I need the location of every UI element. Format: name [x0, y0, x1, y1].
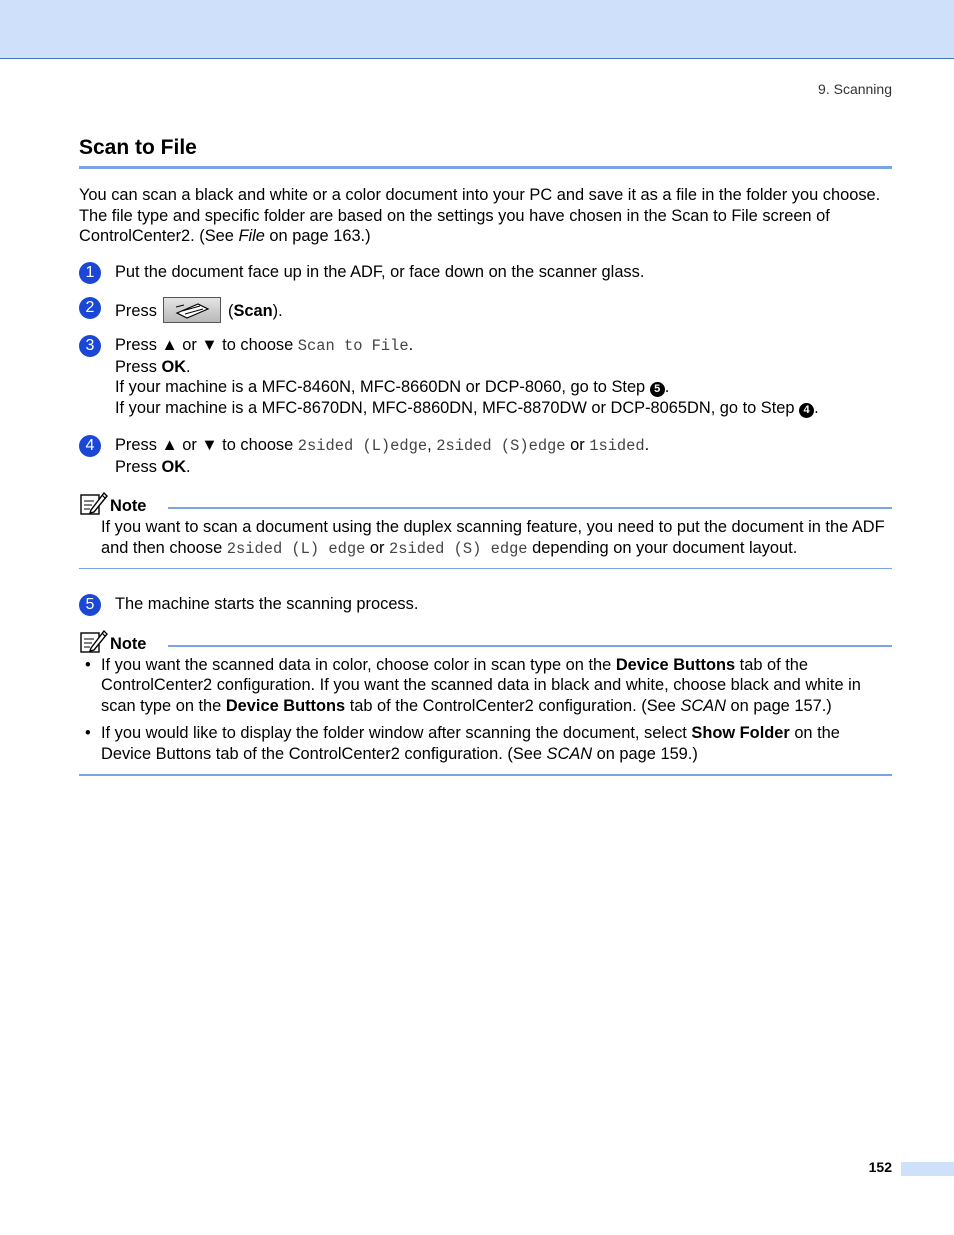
menu-option: 2sided (L)edge — [297, 437, 428, 455]
list-item: • If you want the scanned data in color, choose color in scan type on the Device Buttons tab of the ControlCenter2 configuration. If you want the scanned data in black and white, choose black and white in scan type on the Device Buttons tab of the ControlCenter2 configuration. (See SCAN on page 157.) — [85, 655, 861, 715]
note-2-list — [79, 655, 892, 765]
header-band — [0, 0, 954, 59]
bullet-icon: • — [85, 655, 91, 674]
menu-option: Scan to File — [297, 337, 409, 355]
step-1-text: Put the document face up in the ADF, or face down on the scanner glass. — [115, 262, 645, 281]
menu-option: 2sided (S) edge — [389, 539, 528, 558]
menu-option: 1sided — [589, 437, 645, 455]
scan-link[interactable]: SCAN — [546, 744, 593, 763]
down-arrow-icon: ▼ — [201, 436, 218, 454]
page-content — [79, 134, 892, 776]
step-3 — [79, 335, 892, 418]
up-arrow-icon: ▲ — [161, 436, 178, 454]
step-1 — [79, 262, 892, 283]
intro-paragraph: You can scan a black and white or a color document into your PC and save it as a file in the folder you choose. The file type and specific folder are based on the settings you have chosen in the Scan to File screen of ControlCenter2. (See File on page 163.) — [79, 186, 881, 245]
step-number-5: 5 — [79, 594, 101, 616]
note-header — [79, 629, 892, 655]
step-5-text: The machine starts the scanning process. — [115, 595, 419, 613]
step-ref-4[interactable]: 4 — [799, 403, 814, 418]
step-4 — [79, 435, 892, 477]
note-divider — [168, 507, 892, 509]
footer-band — [901, 1162, 954, 1176]
step-3-line-2: Press OK. — [115, 357, 191, 376]
scan-link[interactable]: SCAN — [680, 696, 726, 715]
note-box-1 — [79, 491, 892, 569]
step-ref-5[interactable]: 5 — [650, 382, 665, 397]
file-link[interactable]: File — [238, 227, 265, 245]
menu-option: 2sided (L) edge — [226, 539, 366, 558]
step-4-line-1: Press ▲ or ▼ to choose 2sided (L)edge, 2sided (S)edge or 1sided. — [115, 436, 650, 455]
step-4-line-2: Press OK. — [115, 457, 191, 476]
step-2: 2 Press (Scan). — [79, 297, 892, 323]
down-arrow-icon: ▼ — [201, 336, 218, 354]
note-label: Note — [110, 634, 147, 653]
scan-button-icon — [163, 297, 221, 323]
chapter-label: 9. Scanning — [818, 81, 892, 97]
section-title: Scan to File — [79, 134, 892, 169]
step-number-4: 4 — [79, 435, 101, 457]
step-number-3: 3 — [79, 335, 101, 357]
note-pencil-icon — [80, 491, 108, 515]
note-header — [79, 491, 892, 517]
step-3-line-4: If your machine is a MFC-8670DN, MFC-8860DN, MFC-8870DW or DCP-8065DN, go to Step 4 . — [115, 398, 819, 417]
step-number-1: 1 — [79, 262, 101, 284]
note-pencil-icon — [80, 629, 108, 653]
step-number-2: 2 — [79, 297, 101, 319]
note-label: Note — [110, 497, 147, 515]
step-3-line-1: Press ▲ or ▼ to choose Scan to File. — [115, 336, 414, 355]
step-3-line-3: If your machine is a MFC-8460N, MFC-8660DN or DCP-8060, go to Step 5 . — [115, 378, 670, 396]
note-divider — [168, 645, 892, 647]
step-5 — [79, 594, 892, 615]
up-arrow-icon: ▲ — [161, 336, 178, 354]
menu-option: 2sided (S)edge — [436, 437, 566, 455]
page-number: 152 — [868, 1159, 892, 1175]
list-item: • If you would like to display the folder window after scanning the document, select Show Folder on the Device Buttons tab of the ControlCenter2 configuration. (See SCAN on page 159.) — [85, 724, 840, 763]
bullet-icon: • — [85, 724, 91, 742]
note-1-text: If you want to scan a document using the duplex scanning feature, you need to put the document in the ADF and then choose 2sided (L) edge or 2sided (S) edge depending on your document layout. — [101, 518, 885, 558]
note-box-2 — [79, 629, 892, 777]
